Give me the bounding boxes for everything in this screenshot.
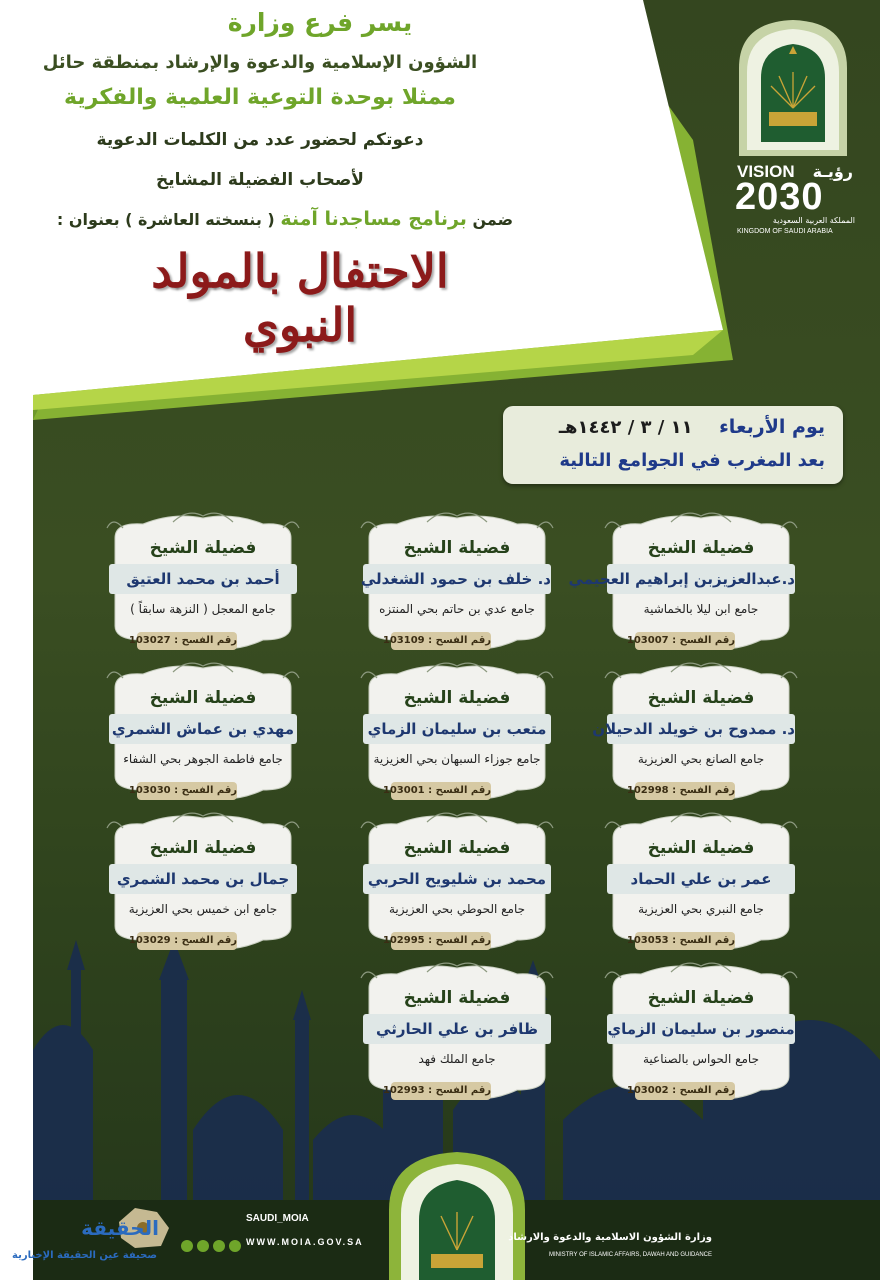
sheikh-label: فضيلة الشيخ	[647, 538, 755, 558]
permit-number: 103029	[128, 935, 171, 946]
sheikh-label: فضيلة الشيخ	[149, 538, 257, 558]
permit-label: رقم الفسح :	[174, 935, 237, 946]
permit-label: رقم الفسح :	[428, 935, 491, 946]
header-line-1: يسر فرع وزارة	[227, 8, 413, 37]
sheikh-label: فضيلة الشيخ	[403, 988, 511, 1008]
sheikh-card	[103, 808, 303, 958]
sheikh-name: د. ممدوح بن خويلد الدحيلان	[607, 714, 795, 744]
sheikh-name: جمال بن محمد الشمري	[109, 864, 297, 894]
permit-label: رقم الفسح :	[174, 635, 237, 646]
permit-code	[626, 932, 735, 950]
permit-code	[626, 782, 735, 800]
mosque-name: جامع ابن ليلا بالخماشية	[643, 602, 759, 616]
sheikh-label: فضيلة الشيخ	[403, 838, 511, 858]
sheikh-name: أحمد بن محمد العتيق	[109, 564, 297, 594]
permit-label: رقم الفسح :	[428, 785, 491, 796]
sheikh-name: متعب بن سليمان الزماي	[363, 714, 551, 744]
permit-code	[382, 932, 491, 950]
permit-number: 103053	[626, 935, 669, 946]
permit-code	[382, 632, 491, 650]
twitter-icon	[181, 1240, 193, 1252]
program-name: برنامج مساجدنا آمنة	[280, 208, 467, 230]
header-line-3: ممثلا بوحدة التوعية العلمية والفكرية	[64, 85, 456, 110]
permit-code	[382, 782, 491, 800]
sheikh-label: فضيلة الشيخ	[403, 688, 511, 708]
sheikh-label: فضيلة الشيخ	[647, 988, 755, 1008]
permit-label: رقم الفسح :	[672, 1085, 735, 1096]
permit-number: 103001	[382, 785, 425, 796]
ministry-name-arabic: وزارة الشؤون الاسلامية والدعوة والارشاد	[508, 1232, 712, 1243]
vision-year: 2030	[735, 176, 824, 218]
ministry-name-english: MINISTRY OF ISLAMIC AFFAIRS, DAWAH AND GUIDANCE	[548, 1252, 712, 1258]
date-line	[559, 416, 825, 438]
event-title: الاحتفال بالمولد النبوي	[151, 244, 449, 352]
time-line: بعد المغرب في الجوامع التالية	[559, 450, 825, 471]
permit-number: 103109	[382, 635, 425, 646]
sheikh-card	[357, 808, 557, 958]
sheikh-card	[601, 808, 801, 958]
sheikh-label: فضيلة الشيخ	[403, 538, 511, 558]
instagram-icon	[213, 1240, 225, 1252]
facebook-icon	[229, 1240, 241, 1252]
permit-code	[626, 1082, 735, 1100]
watermark-tagline: صحيفة عين الحقيقة الإخبارية	[12, 1250, 157, 1261]
permit-code	[128, 932, 237, 950]
sheikh-card	[357, 658, 557, 808]
mosque-name: جامع النبري بحي العزيزية	[638, 902, 764, 916]
sheikh-name: د. خلف بن حمود الشغدلي	[363, 564, 551, 594]
sheikh-label: فضيلة الشيخ	[149, 838, 257, 858]
permit-label: رقم الفسح :	[428, 1085, 491, 1096]
permit-code	[626, 632, 735, 650]
watermark-name: الحقيقة	[81, 1216, 159, 1240]
sheikh-name: عمر بن علي الحماد	[607, 864, 795, 894]
sheikh-label: فضيلة الشيخ	[149, 688, 257, 708]
website-url: WWW.MOIA.GOV.SA	[246, 1237, 364, 1247]
header-line-2: الشؤون الإسلامية والدعوة والإرشاد بمنطقة حائل	[42, 52, 478, 73]
header-line-4: دعوتكم لحضور عدد من الكلمات الدعوية	[96, 130, 424, 150]
mosque-name: جامع الحواس بالصناعية	[643, 1052, 759, 1066]
sheikh-card	[103, 508, 303, 658]
permit-label: رقم الفسح :	[428, 635, 491, 646]
sheikh-card	[357, 958, 557, 1108]
sheikh-card	[103, 658, 303, 808]
permit-number: 102995	[382, 935, 425, 946]
sheikh-label: فضيلة الشيخ	[647, 838, 755, 858]
permit-number: 103030	[128, 785, 171, 796]
sheikh-name: ظافر بن علي الحارثي	[363, 1014, 551, 1044]
mosque-name: جامع ابن خميس بحي العزيزية	[128, 902, 278, 916]
permit-code	[128, 632, 237, 650]
invitation-poster	[12, 0, 880, 1280]
permit-label: رقم الفسح :	[672, 935, 735, 946]
sheikh-name: مهدي بن عماش الشمري	[109, 714, 297, 744]
sheikh-label: فضيلة الشيخ	[647, 688, 755, 708]
sheikh-card	[357, 508, 557, 658]
permit-label: رقم الفسح :	[174, 785, 237, 796]
footer-ministry-logo	[385, 1150, 529, 1280]
program-suffix: ( بنسخته العاشرة ) بعنوان :	[56, 210, 275, 229]
sheikh-name: د.عبدالعزيزبن إبراهيم العجيمي	[607, 564, 795, 594]
sheikh-card	[592, 658, 801, 808]
kingdom-english: KINGDOM OF SAUDI ARABIA	[737, 228, 833, 235]
sheikh-name: منصور بن سليمان الزماي	[607, 1014, 795, 1044]
permit-label: رقم الفسح :	[672, 635, 735, 646]
vision-2030-logo	[731, 162, 861, 242]
social-handle: SAUDI_MOIA	[246, 1213, 309, 1224]
vision-latin: VISION	[737, 162, 795, 181]
program-prefix: ضمن	[472, 210, 514, 229]
permit-code	[128, 782, 237, 800]
permit-number: 103007	[626, 635, 669, 646]
mosque-name: جامع جوزاء السبهان بحي العزيزية	[373, 752, 541, 766]
sheikh-name: محمد بن شليويح الحربي	[363, 864, 551, 894]
mosque-name: جامع الملك فهد	[418, 1052, 496, 1066]
sheikh-card	[568, 508, 801, 658]
mosque-name: جامع عدي بن حاتم بحي المنتزه	[379, 602, 535, 616]
mosque-name: جامع الصانع بحي العزيزية	[637, 752, 765, 766]
header-line-5: لأصحاب الفضيلة المشايخ	[156, 170, 364, 190]
mosque-name: جامع الحوطي بحي العزيزية	[388, 902, 526, 916]
permit-number: 103002	[626, 1085, 669, 1096]
youtube-icon	[197, 1240, 209, 1252]
date-box	[503, 406, 843, 484]
vision-arabic: رؤيـة	[812, 162, 853, 181]
permit-number: 102993	[382, 1085, 425, 1096]
date-value: ١١ / ٣ / ١٤٤٢هـ	[558, 417, 693, 438]
header-line-6	[50, 208, 520, 230]
permit-number: 103027	[128, 635, 171, 646]
permit-label: رقم الفسح :	[672, 785, 735, 796]
kingdom-arabic: المملكة العربية السعودية	[772, 216, 855, 225]
day-label: يوم الأربعاء	[719, 416, 825, 438]
permit-number: 102998	[626, 785, 669, 796]
watermark	[12, 1202, 173, 1268]
mosque-name: جامع فاطمة الجوهر بحي الشفاء	[123, 752, 283, 766]
mosque-name: جامع المعجل ( النزهة سابقاً )	[130, 602, 276, 616]
permit-code	[382, 1082, 491, 1100]
sheikh-card	[601, 958, 801, 1108]
ministry-logo	[731, 16, 855, 156]
